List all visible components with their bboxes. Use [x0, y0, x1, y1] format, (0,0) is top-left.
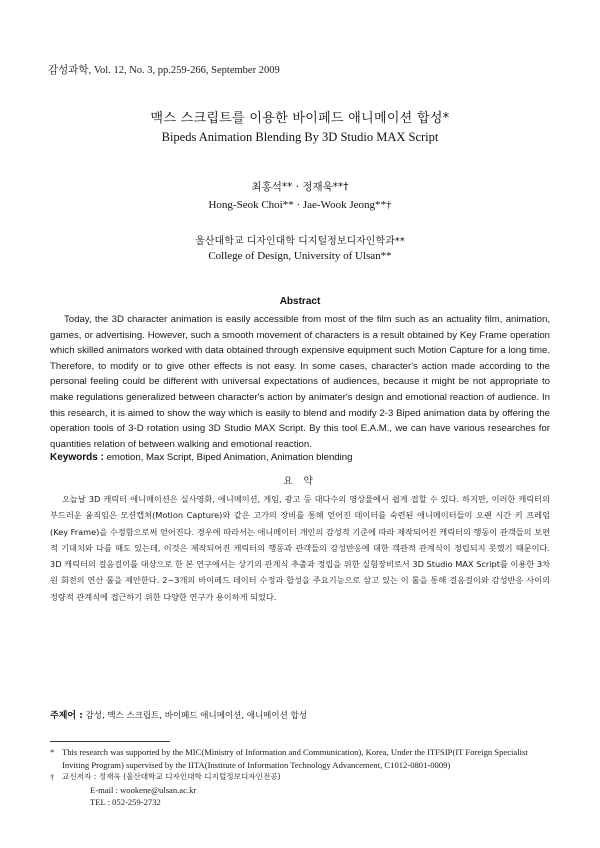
paper-title-english: Bipeds Animation Blending By 3D Studio MAX Script [161, 130, 439, 144]
keywords-line [50, 452, 550, 463]
authors-english: Hong-Seok Choi** · Jae-Wook Jeong**† [208, 199, 392, 211]
journal-citation: 감성과학, Vol. 12, No. 3, pp.259-266, September 2009 [48, 65, 280, 76]
contact-email: E-mail : wookene@ulsan.ac.kr [90, 784, 197, 795]
footnote-dagger-mark: † [50, 772, 55, 783]
korean-keywords-line [50, 708, 550, 721]
footnotes [50, 746, 555, 809]
korean-summary-body: 오늘날 3D 캐릭터 애니메이션은 실사영화, 애니메이션, 게임, 광고 등 대다수의 영상물에서 쉽게 접할 수 있다. 하지만, 이러한 캐릭터의 부드러운 움직임은 모션캡쳐(Motion Capture)와 같은 고가의 장비를 통해 얻어진 데이터를 숙련된 애니메이터들이 오랜 시간 키 프레임(Key Frame)을 수정함으로써 얻어진다. 경우에 따라서는 애니메이터 개인의 감성적 기준에 따라 제작되어진 캐릭터의 행동이 관객들의 보편적 기대치와 다를 때도 있는데, 이것은 제작되어진 캐릭터의 행동과 관객들의 감성반응에 대한 객관적 관계식이 정립되지 못했기 때문이다. 3D 캐릭터의 걸음걸이를 대상으로 한 본 연구에서는 상기의 관계식 추출과 정립을 위한 실험장비로서 3D Studio MAX Script를 이용한 3차원 회전의 연산 툴을 제안한다. 2~3개의 바이페드 데이터 수정과 합성을 주요기능으로 삼고 있는 이 툴을 통해 걸음걸이와 감성반응 사이의 정량적 관계식에 접근하기 위한 다양한 연구가 용이하게 되었다. [50, 494, 550, 602]
footnote-corresponding [50, 771, 555, 784]
abstract-body: Today, the 3D character animation is easily accessible from most of the film such as an actuality film, animation, games, or advertising. However, such a smooth movement of characters is a result obtained by Key Frame operation which skilled animators worked with data obtained through expensive equipment such Motion Capture for a long time. Therefore, to modify or to give other effects is not easy. In some cases, character's action made according to the personal feeling could be different with universal expectations of audiences, because it might be not appropriate to make regulations generalized between character's action by animater's design and emotional reaction of audience. In this research, it is aimed to show the way which is easily to blend and modify 2-3 Biped animation data by offering the operation tools of 3-D rotation using 3D Studio MAX Script. By this tool E.A.M., we can have various researches for quantities relation of between walking and emotional reaction. [50, 314, 550, 450]
footnote-corresponding-text: 교신저자 : 정재욱 (울산대학교 디자인대학 디지털정보디자인전공) [62, 772, 281, 782]
paper-title-korean: 맥스 스크립트를 이용한 바이페드 애니메이션 합성* [150, 111, 450, 126]
korean-keywords-label: 주제어 : [50, 711, 83, 721]
footnote-funding-text: This research was supported by the MIC(Ministry of Information and Communication), Korea, Under the ITFSIP(IT Foreign Specialist Inviting Program) supervised by the IITA(Institute of Information Technology Advancement, C1012-0801-0009) [62, 747, 528, 770]
korean-summary-heading: 요 약 [283, 476, 317, 487]
keywords-text: emotion, Max Script, Biped Animation, Animation blending [106, 452, 353, 463]
footnote-funding [50, 746, 555, 771]
footnote-star-mark: * [50, 747, 55, 757]
authors-korean: 최홍석** · 정재욱**† [251, 181, 349, 193]
affiliation-korean: 울산대학교 디자인대학 디지털정보디자인학과** [195, 236, 405, 247]
contact-tel: TEL : 052-259-2732 [90, 797, 161, 808]
abstract-heading: Abstract [279, 296, 321, 307]
keywords-label: Keywords : [50, 452, 104, 463]
affiliation-english: College of Design, University of Ulsan** [208, 250, 392, 262]
korean-keywords-text: 감성, 맥스 스크립트, 바이페드 애니메이션, 애니메이션 합성 [85, 711, 307, 721]
footnote-divider [50, 741, 170, 742]
